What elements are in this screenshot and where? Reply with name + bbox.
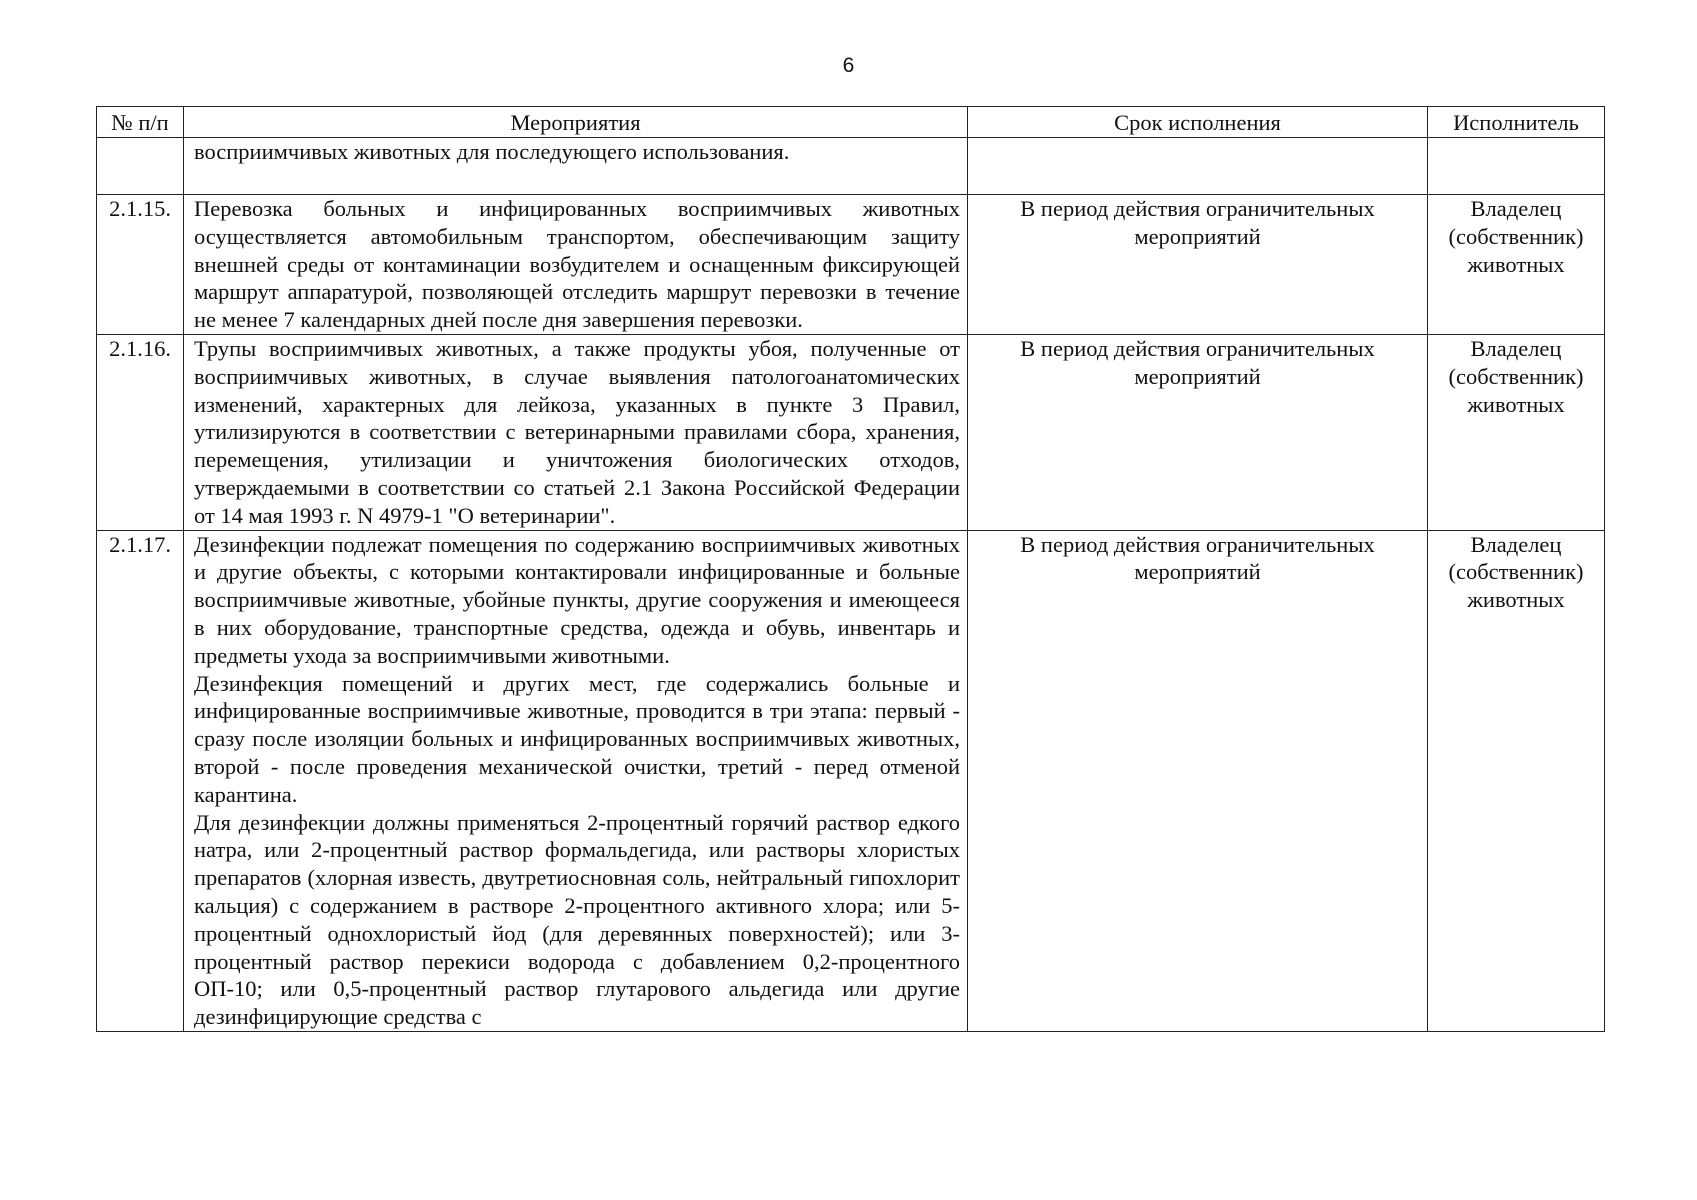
term-text: В период действия ограничительных мероприятий	[968, 195, 1428, 335]
row-number: 2.1.17.	[97, 530, 184, 1031]
measure-text	[184, 195, 968, 335]
header-executor: Исполнитель	[1428, 107, 1605, 138]
measures-table	[96, 106, 1605, 1032]
table-row	[97, 334, 1605, 530]
executor-text	[1428, 138, 1605, 195]
row-number	[97, 138, 184, 195]
table-row	[97, 138, 1605, 195]
row-number: 2.1.15.	[97, 195, 184, 335]
measure-paragraph: Для дезинфекции должны применяться 2-процентный горячий раствор едкого натра, или 2-процентный раствор формальдегида, или растворы хлористых препаратов (хлорная известь, двутретиосновная соль, нейтральный гипохлорит кальция) с содержанием в растворе 2-процентного активного хлора; или 5-процентный однохлористый йод (для деревянных поверхностей); или 3-процентный раствор перекиси водорода с добавлением 0,2-процентного ОП-10; или 0,5-процентный раствор глутарового альдегида или другие дезинфицирующие средства с	[194, 809, 960, 1030]
table-row	[97, 195, 1605, 335]
table-row	[97, 530, 1605, 1031]
measure-text	[184, 138, 968, 195]
header-num: № п/п	[97, 107, 184, 138]
measure-paragraph: Дезинфекция помещений и других мест, где содержались больные и инфицированные восприимчивые животные, проводится в три этапа: первый - сразу после изоляции больных и инфицированных восприимчивых животных, второй - после проведения механической очистки, третий - перед отменой карантина.	[194, 670, 960, 807]
measure-text	[184, 334, 968, 530]
row-number: 2.1.16.	[97, 334, 184, 530]
table-header-row	[97, 107, 1605, 138]
measure-paragraph: Трупы восприимчивых животных, а также продукты убоя, полученные от восприимчивых животных, в случае выявления патологоанатомических изменений, характерных для лейкоза, указанных в пункте 3 Правил, утилизируются в соответствии с ветеринарными правилами сбора, хранения, перемещения, утилизации и уничтожения биологических отходов, утверждаемыми в соответствии со статьей 2.1 Закона Российской Федерации от 14 мая 1993 г. N 4979-1 "О ветеринарии".	[194, 335, 960, 528]
measure-text	[184, 530, 968, 1031]
header-measures: Мероприятия	[184, 107, 968, 138]
measure-paragraph: Перевозка больных и инфицированных восприимчивых животных осуществляется автомобильным транспортом, обеспечивающим защиту внешней среды от контаминации возбудителем и оснащенным фиксирующей маршрут аппаратурой, позволяющей отследить маршрут перевозки в течение не менее 7 календарных дней после дня завершения перевозки.	[194, 196, 960, 333]
term-text: В период действия ограничительных мероприятий	[968, 334, 1428, 530]
header-term: Срок исполнения	[968, 107, 1428, 138]
measure-paragraph: восприимчивых животных для последующего использования.	[194, 139, 790, 164]
executor-text: Владелец (собственник) животных	[1428, 334, 1605, 530]
measure-paragraph: Дезинфекции подлежат помещения по содержанию восприимчивых животных и другие объекты, с которыми контактировали инфицированные и больные восприимчивые животные, убойные пункты, другие сооружения и имеющееся в них оборудование, транспортные средства, одежда и обувь, инвентарь и предметы ухода за восприимчивыми животными.	[194, 531, 960, 668]
executor-text: Владелец (собственник) животных	[1428, 530, 1605, 1031]
executor-text: Владелец (собственник) животных	[1428, 195, 1605, 335]
page-number: 6	[842, 54, 855, 77]
term-text	[968, 138, 1428, 195]
term-text: В период действия ограничительных мероприятий	[968, 530, 1428, 1031]
